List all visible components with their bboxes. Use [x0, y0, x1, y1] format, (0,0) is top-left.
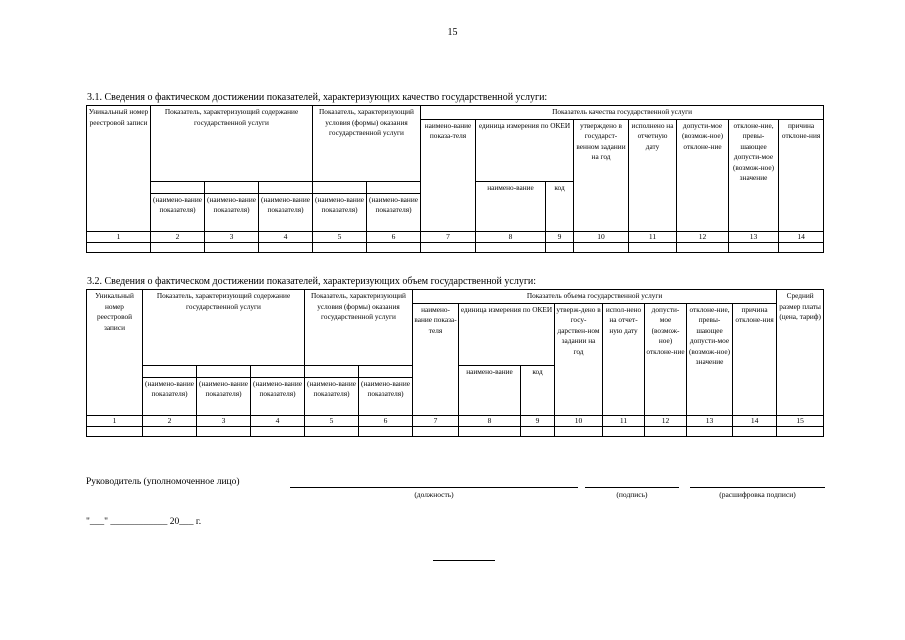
column-number: 11 [629, 231, 677, 243]
column-number: 9 [521, 415, 555, 427]
column-number: 7 [413, 415, 459, 427]
header-indicator-name: наимено-вание показа-теля [421, 119, 476, 231]
column-number: 10 [555, 415, 603, 427]
sub-label: (наимено-вание показателя) [251, 377, 305, 415]
header-exceeding-deviation: отклоне-ние, превы-шающее допусти-мое (возмож-ное) значение [729, 119, 779, 231]
column-number: 11 [603, 415, 645, 427]
table-row [87, 243, 824, 253]
quality-table [86, 105, 824, 253]
header-unit-code: код [521, 365, 555, 415]
column-number: 2 [143, 415, 197, 427]
header-executed: испол-нено на отчет-ную дату [603, 303, 645, 415]
column-number: 13 [729, 231, 779, 243]
header-executed: исполнено на отчетную дату [629, 119, 677, 231]
column-number: 10 [574, 231, 629, 243]
header-unique-number: Уникальный номер реестровой записи [87, 290, 143, 416]
header-allowed-deviation: допусти-мое (возмож-ное) отклоне-ние [677, 119, 729, 231]
sub-label: (наимено-вание показателя) [359, 377, 413, 415]
header-exceeding-deviation: отклоне-ние, превы-шающее допусти-мое (возмож-ное) значение [687, 303, 733, 415]
column-number: 1 [87, 415, 143, 427]
header-unit-name: наимено-вание [476, 181, 546, 231]
sub-label: (наимено-вание показателя) [259, 193, 313, 231]
column-number: 7 [421, 231, 476, 243]
header-unit-code: код [546, 181, 574, 231]
column-number: 6 [367, 231, 421, 243]
header-unit: единица измерения по ОКЕИ [476, 119, 574, 181]
column-number: 6 [359, 415, 413, 427]
signature-caption: (подпись) [616, 490, 648, 499]
section-2-heading: 3.2. Сведения о фактическом достижении показателей, характеризующих объем государственной услуги: [87, 276, 537, 287]
footer-rule [433, 560, 495, 561]
column-number: 12 [677, 231, 729, 243]
column-number: 5 [313, 231, 367, 243]
header-content: Показатель, характеризующий содержание государственной услуги [143, 290, 305, 366]
column-number: 5 [305, 415, 359, 427]
signature-decode-caption: (расшифровка подписи) [719, 490, 796, 499]
column-number: 12 [645, 415, 687, 427]
position-caption: (должность) [414, 490, 454, 499]
header-deviation-reason: причина отклоне-ния [779, 119, 824, 231]
column-number: 13 [687, 415, 733, 427]
header-unit: единица измерения по ОКЕИ [459, 303, 555, 365]
column-number: 1 [87, 231, 151, 243]
column-number: 14 [779, 231, 824, 243]
sub-label: (наимено-вание показателя) [151, 193, 205, 231]
column-number: 3 [205, 231, 259, 243]
header-indicator-name: наимено-вание показа-теля [413, 303, 459, 415]
signatory-label: Руководитель (уполномоченное лицо) [86, 477, 240, 487]
header-deviation-reason: причина отклоне-ния [733, 303, 777, 415]
volume-table [86, 289, 824, 437]
column-number: 14 [733, 415, 777, 427]
section-1-heading: 3.1. Сведения о фактическом достижении показателей, характеризующих качество государственной услуги: [87, 92, 548, 103]
column-number: 2 [151, 231, 205, 243]
column-number: 8 [476, 231, 546, 243]
column-number: 9 [546, 231, 574, 243]
header-content: Показатель, характеризующий содержание государственной услуги [151, 106, 313, 182]
header-unique-number: Уникальный номер реестровой записи [87, 106, 151, 232]
sub-label: (наимено-вание показателя) [205, 193, 259, 231]
header-average-price: Средний размер платы (цена, тариф) [777, 290, 824, 416]
position-line [290, 487, 578, 488]
column-number: 15 [777, 415, 824, 427]
header-approved: утверж-дено в госу-дарствен-ном задании на год [555, 303, 603, 415]
signature-decode-line [690, 487, 825, 488]
header-quality: Показатель качества государственной услуги [421, 106, 824, 120]
header-conditions: Показатель, характеризующий условия (формы) оказания государственной услуги [313, 106, 421, 182]
date-line: "___" ____________ 20___ г. [86, 517, 202, 527]
header-unit-name: наимено-вание [459, 365, 521, 415]
column-number: 3 [197, 415, 251, 427]
sub-label: (наимено-вание показателя) [313, 193, 367, 231]
signature-line [585, 487, 679, 488]
column-number: 4 [251, 415, 305, 427]
header-volume: Показатель объема государственной услуги [413, 290, 777, 304]
header-allowed-deviation: допусти-мое (возмож-ное) отклоне-ние [645, 303, 687, 415]
header-conditions: Показатель, характеризующий условия (формы) оказания государственной услуги [305, 290, 413, 366]
sub-label: (наимено-вание показателя) [367, 193, 421, 231]
column-number: 4 [259, 231, 313, 243]
table-row [87, 427, 824, 437]
sub-label: (наимено-вание показателя) [305, 377, 359, 415]
sub-label: (наимено-вание показателя) [197, 377, 251, 415]
column-number: 8 [459, 415, 521, 427]
header-approved: утверждено в государст-венном задании на год [574, 119, 629, 231]
page-number: 15 [447, 27, 458, 38]
sub-label: (наимено-вание показателя) [143, 377, 197, 415]
